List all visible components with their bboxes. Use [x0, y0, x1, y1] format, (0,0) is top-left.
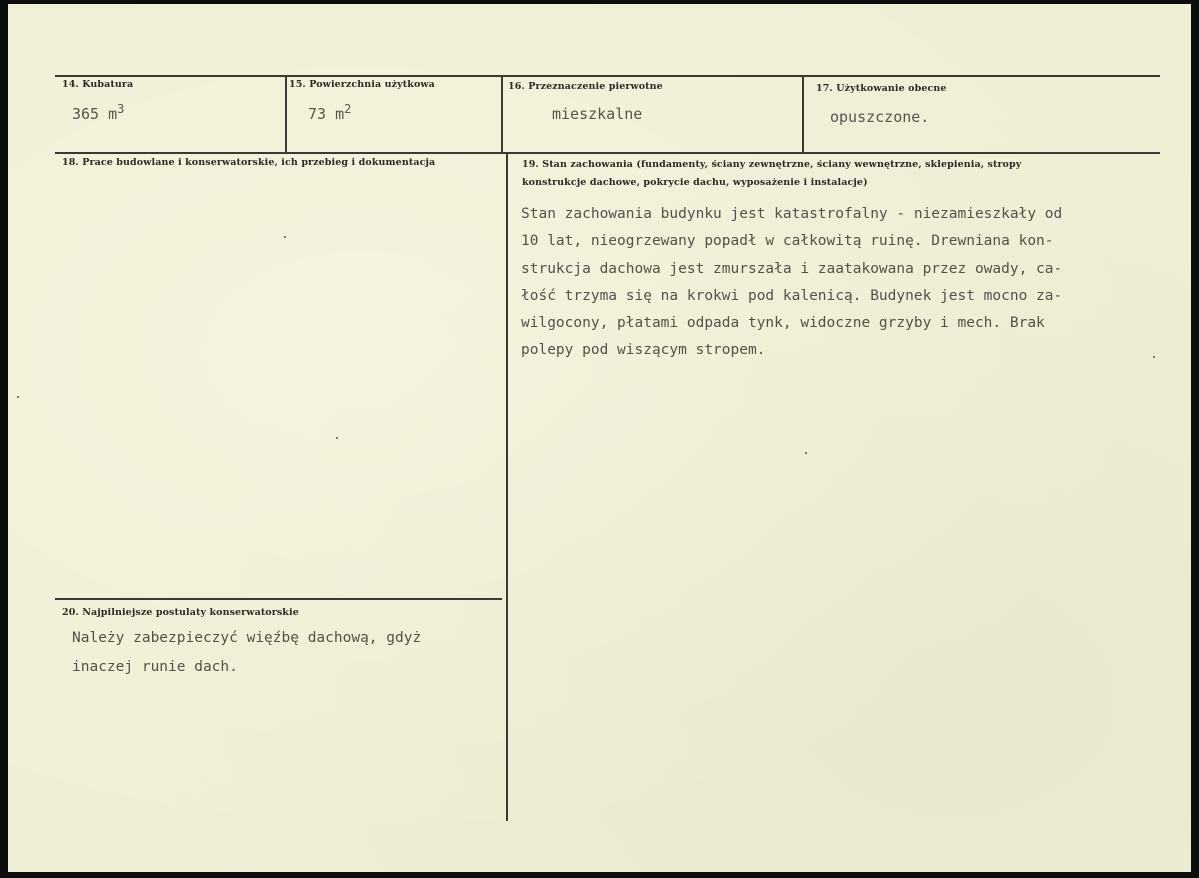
uzytkowanie-label: 17. Użytkowanie obecne: [816, 83, 947, 94]
stan-line: wilgocony, płatami odpada tynk, widoczne grzyby i mech. Brak: [521, 315, 1045, 332]
postulaty-label: 20. Najpilniejsze postulaty konserwatorskie: [62, 607, 299, 618]
stan-description: [521, 201, 1062, 365]
paper-speck: [336, 437, 338, 439]
paper-speck: [284, 236, 286, 238]
divider-14-15: [285, 76, 287, 153]
kubatura-number: 365 m: [72, 105, 118, 123]
powierzchnia-label: 15. Powierzchnia użytkowa: [289, 79, 435, 90]
postulaty-line: inaczej runie dach.: [72, 659, 238, 675]
stan-line: Stan zachowania budynku jest katastrofalny - niezamieszkały od: [521, 206, 1063, 222]
powierzchnia-value: [308, 102, 351, 123]
stan-line: polepy pod wiszącym stropem.: [521, 342, 766, 359]
paper-speck: [17, 396, 19, 398]
center-divider: [506, 153, 508, 821]
stan-label-line2: konstrukcje dachowe, pokrycie dachu, wyposażenie i instalacje): [522, 177, 868, 188]
kubatura-value: [72, 102, 124, 123]
row1-bottom-rule: [55, 152, 1160, 154]
stan-line: strukcja dachowa jest zmurszała i zaatakowana przez owady, ca-: [521, 260, 1063, 277]
stan-line: 10 lat, nieogrzewany popadł w całkowitą ruinę. Drewniana kon-: [521, 233, 1054, 250]
stan-label-line1: 19. Stan zachowania (fundamenty, ściany zewnętrzne, ściany wewnętrzne, sklepienia, stropy: [522, 159, 1022, 170]
section-20-rule: [55, 598, 502, 600]
postulaty-line: Należy zabezpieczyć więźbę dachową, gdyż: [72, 630, 422, 646]
prace-label: 18. Prace budowlane i konserwatorskie, ich przebieg i dokumentacja: [62, 157, 436, 168]
record-card: [8, 4, 1191, 872]
divider-16-17: [802, 76, 804, 153]
divider-15-16: [501, 76, 503, 153]
paper-speck: [1153, 356, 1155, 358]
kubatura-label: 14. Kubatura: [62, 79, 134, 90]
uzytkowanie-value: opuszczone.: [830, 108, 930, 126]
top-rule: [55, 75, 1160, 77]
powierzchnia-number: 73 m: [308, 105, 345, 123]
postulaty-text: [72, 624, 421, 682]
powierzchnia-exponent: 2: [344, 102, 352, 116]
paper-speck: [805, 452, 807, 454]
przeznaczenie-value: mieszkalne: [552, 105, 643, 123]
przeznaczenie-label: 16. Przeznaczenie pierwotne: [508, 81, 663, 92]
stan-line: łość trzyma się na krokwi pod kalenicą. Budynek jest mocno za-: [521, 287, 1063, 304]
kubatura-exponent: 3: [117, 102, 125, 116]
